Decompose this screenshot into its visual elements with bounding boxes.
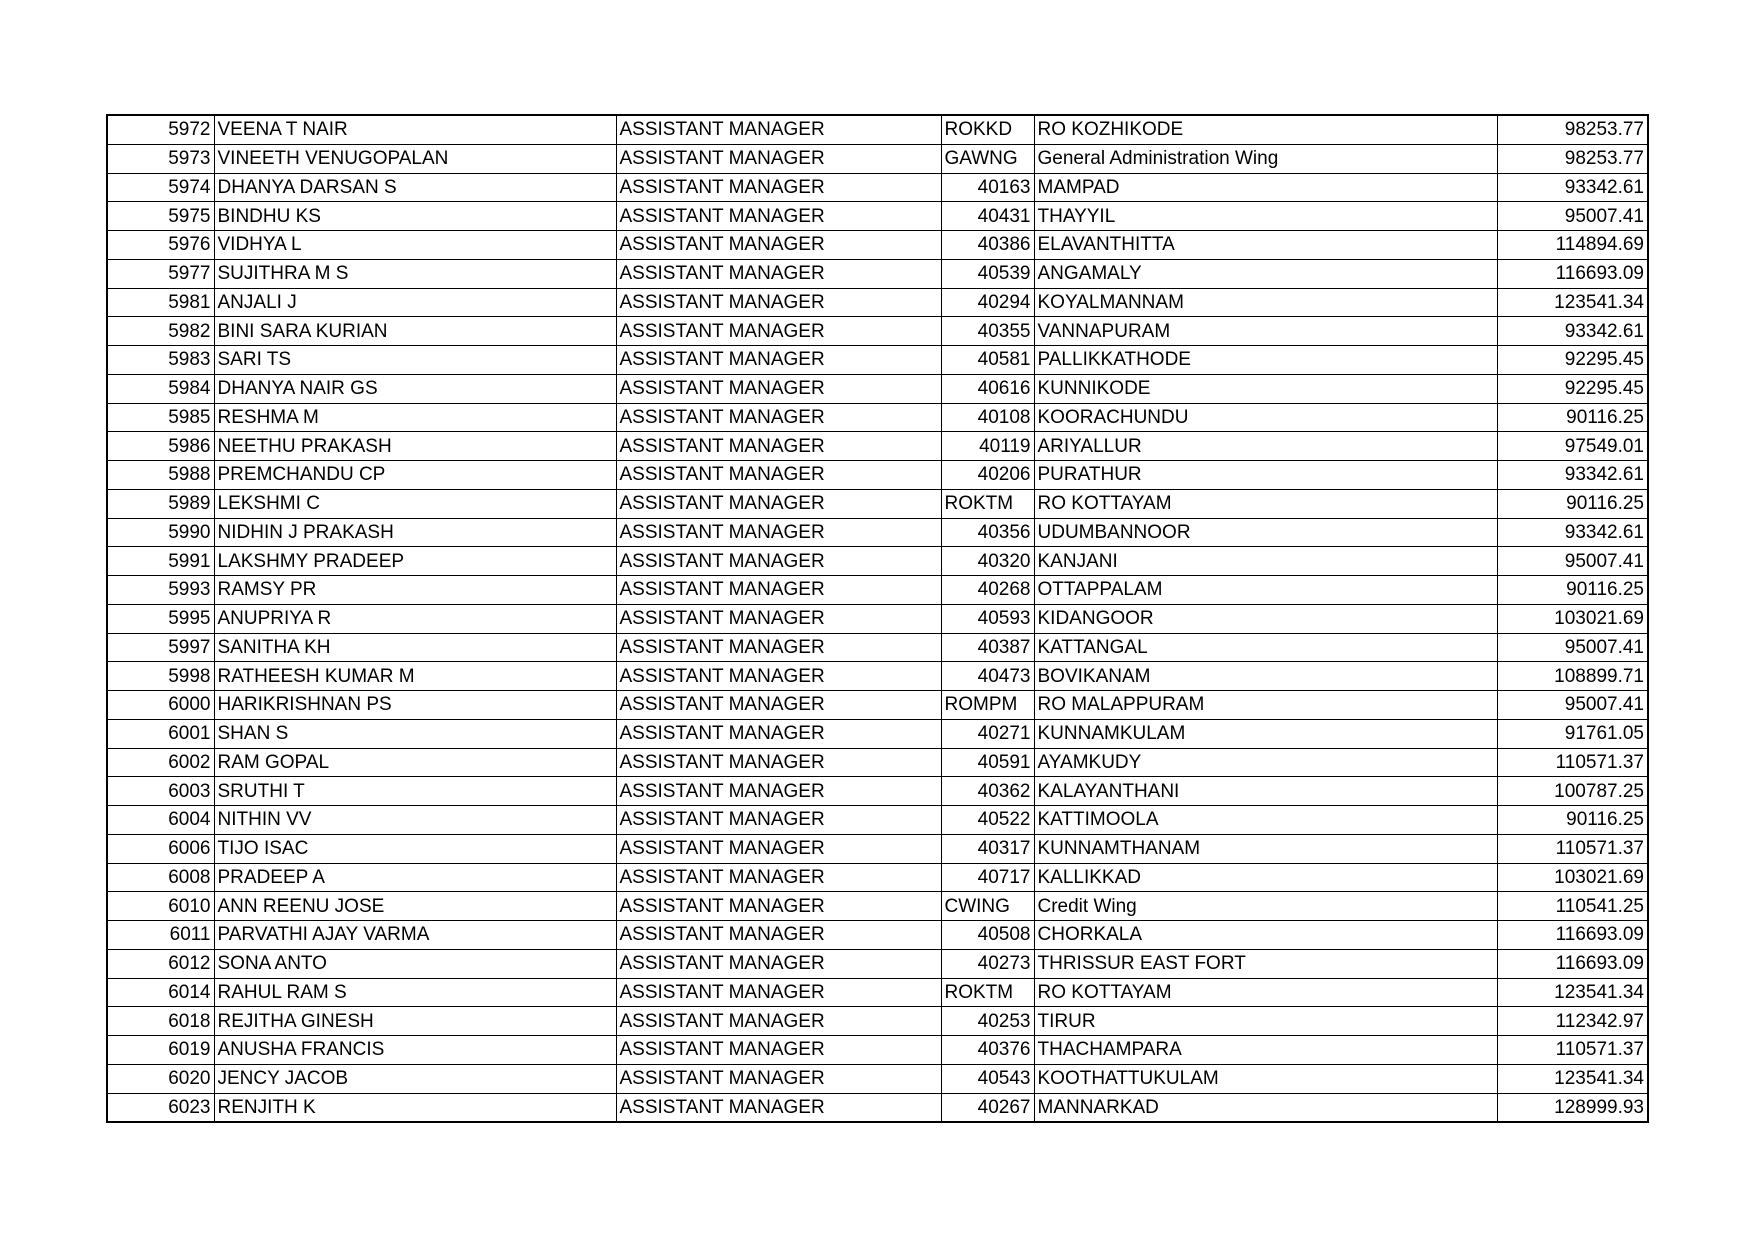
employee-id-cell: 5989 [107, 489, 214, 518]
employee-id-cell: 5997 [107, 633, 214, 662]
office-name-cell: KUNNAMTHANAM [1034, 834, 1497, 863]
table-row [107, 1036, 1648, 1065]
table-row [107, 231, 1648, 260]
office-name-cell: KOYALMANNAM [1034, 288, 1497, 317]
employee-id-cell: 5972 [107, 115, 214, 144]
designation-cell: ASSISTANT MANAGER [616, 691, 941, 720]
office-name-cell: THRISSUR EAST FORT [1034, 949, 1497, 978]
office-name-cell: KATTANGAL [1034, 633, 1497, 662]
amount-cell: 90116.25 [1497, 403, 1648, 432]
designation-cell: ASSISTANT MANAGER [616, 518, 941, 547]
employee-name-cell: ANN REENU JOSE [214, 892, 616, 921]
office-code-cell: 40267 [941, 1093, 1034, 1122]
table-row [107, 144, 1648, 173]
employee-name-cell: RAM GOPAL [214, 748, 616, 777]
table-row [107, 1007, 1648, 1036]
designation-cell: ASSISTANT MANAGER [616, 346, 941, 375]
table-row [107, 604, 1648, 633]
employee-name-cell: SHAN S [214, 719, 616, 748]
designation-cell: ASSISTANT MANAGER [616, 173, 941, 202]
employee-id-cell: 5977 [107, 259, 214, 288]
table-row [107, 949, 1648, 978]
employee-name-cell: ANJALI J [214, 288, 616, 317]
employee-id-cell: 5986 [107, 432, 214, 461]
office-code-cell: 40717 [941, 863, 1034, 892]
office-name-cell: BOVIKANAM [1034, 662, 1497, 691]
office-code-cell: 40273 [941, 949, 1034, 978]
amount-cell: 95007.41 [1497, 202, 1648, 231]
office-code-cell: 40108 [941, 403, 1034, 432]
employee-name-cell: SUJITHRA M S [214, 259, 616, 288]
amount-cell: 103021.69 [1497, 863, 1648, 892]
employee-id-cell: 5991 [107, 547, 214, 576]
designation-cell: ASSISTANT MANAGER [616, 978, 941, 1007]
designation-cell: ASSISTANT MANAGER [616, 317, 941, 346]
employee-name-cell: SANITHA KH [214, 633, 616, 662]
amount-cell: 90116.25 [1497, 806, 1648, 835]
employee-id-cell: 5981 [107, 288, 214, 317]
employee-name-cell: RATHEESH KUMAR M [214, 662, 616, 691]
employee-id-cell: 6003 [107, 777, 214, 806]
office-code-cell: 40616 [941, 374, 1034, 403]
amount-cell: 110541.25 [1497, 892, 1648, 921]
employee-id-cell: 6019 [107, 1036, 214, 1065]
employee-id-cell: 5998 [107, 662, 214, 691]
table-row [107, 921, 1648, 950]
table-row [107, 633, 1648, 662]
amount-cell: 93342.61 [1497, 461, 1648, 490]
designation-cell: ASSISTANT MANAGER [616, 806, 941, 835]
amount-cell: 93342.61 [1497, 518, 1648, 547]
office-code-cell: 40355 [941, 317, 1034, 346]
amount-cell: 100787.25 [1497, 777, 1648, 806]
employee-id-cell: 5988 [107, 461, 214, 490]
table-row [107, 173, 1648, 202]
employee-name-cell: VEENA T NAIR [214, 115, 616, 144]
designation-cell: ASSISTANT MANAGER [616, 259, 941, 288]
office-code-cell: 40386 [941, 231, 1034, 260]
employee-name-cell: LAKSHMY PRADEEP [214, 547, 616, 576]
office-name-cell: TIRUR [1034, 1007, 1497, 1036]
amount-cell: 98253.77 [1497, 144, 1648, 173]
employee-id-cell: 5985 [107, 403, 214, 432]
amount-cell: 128999.93 [1497, 1093, 1648, 1122]
employee-id-cell: 5984 [107, 374, 214, 403]
employee-id-cell: 6010 [107, 892, 214, 921]
employee-name-cell: VIDHYA L [214, 231, 616, 260]
amount-cell: 123541.34 [1497, 1064, 1648, 1093]
amount-cell: 123541.34 [1497, 288, 1648, 317]
table-row [107, 403, 1648, 432]
table-row [107, 374, 1648, 403]
employee-table-body [107, 115, 1648, 1122]
office-name-cell: KUNNAMKULAM [1034, 719, 1497, 748]
designation-cell: ASSISTANT MANAGER [616, 777, 941, 806]
office-code-cell: 40376 [941, 1036, 1034, 1065]
office-name-cell: OTTAPPALAM [1034, 576, 1497, 605]
table-row [107, 1064, 1648, 1093]
employee-id-cell: 5995 [107, 604, 214, 633]
table-row [107, 748, 1648, 777]
employee-id-cell: 6011 [107, 921, 214, 950]
designation-cell: ASSISTANT MANAGER [616, 288, 941, 317]
designation-cell: ASSISTANT MANAGER [616, 921, 941, 950]
designation-cell: ASSISTANT MANAGER [616, 1007, 941, 1036]
amount-cell: 95007.41 [1497, 633, 1648, 662]
designation-cell: ASSISTANT MANAGER [616, 144, 941, 173]
employee-id-cell: 5982 [107, 317, 214, 346]
office-name-cell: KANJANI [1034, 547, 1497, 576]
designation-cell: ASSISTANT MANAGER [616, 547, 941, 576]
office-code-cell: 40539 [941, 259, 1034, 288]
table-row [107, 834, 1648, 863]
table-row [107, 662, 1648, 691]
office-code-cell: 40473 [941, 662, 1034, 691]
office-code-cell: 40522 [941, 806, 1034, 835]
office-code-cell: 40271 [941, 719, 1034, 748]
office-name-cell: RO KOTTAYAM [1034, 978, 1497, 1007]
employee-name-cell: RENJITH K [214, 1093, 616, 1122]
office-code-cell: 40163 [941, 173, 1034, 202]
office-code-cell: 40320 [941, 547, 1034, 576]
office-code-cell: 40387 [941, 633, 1034, 662]
employee-name-cell: PARVATHI AJAY VARMA [214, 921, 616, 950]
employee-name-cell: ANUSHA FRANCIS [214, 1036, 616, 1065]
office-name-cell: MANNARKAD [1034, 1093, 1497, 1122]
table-row [107, 288, 1648, 317]
designation-cell: ASSISTANT MANAGER [616, 719, 941, 748]
employee-name-cell: BINDHU KS [214, 202, 616, 231]
office-name-cell: UDUMBANNOOR [1034, 518, 1497, 547]
table-row [107, 691, 1648, 720]
designation-cell: ASSISTANT MANAGER [616, 834, 941, 863]
employee-name-cell: NITHIN VV [214, 806, 616, 835]
employee-name-cell: JENCY JACOB [214, 1064, 616, 1093]
employee-name-cell: NIDHIN J PRAKASH [214, 518, 616, 547]
office-name-cell: RO MALAPPURAM [1034, 691, 1497, 720]
employee-id-cell: 6014 [107, 978, 214, 1007]
employee-name-cell: SONA ANTO [214, 949, 616, 978]
employee-name-cell: VINEETH VENUGOPALAN [214, 144, 616, 173]
employee-name-cell: DHANYA NAIR GS [214, 374, 616, 403]
designation-cell: ASSISTANT MANAGER [616, 461, 941, 490]
amount-cell: 93342.61 [1497, 317, 1648, 346]
office-code-cell: 40591 [941, 748, 1034, 777]
employee-id-cell: 6012 [107, 949, 214, 978]
designation-cell: ASSISTANT MANAGER [616, 949, 941, 978]
table-row [107, 259, 1648, 288]
amount-cell: 112342.97 [1497, 1007, 1648, 1036]
office-code-cell: 40119 [941, 432, 1034, 461]
table-row [107, 518, 1648, 547]
amount-cell: 92295.45 [1497, 346, 1648, 375]
designation-cell: ASSISTANT MANAGER [616, 115, 941, 144]
employee-id-cell: 6008 [107, 863, 214, 892]
employee-id-cell: 6000 [107, 691, 214, 720]
amount-cell: 123541.34 [1497, 978, 1648, 1007]
office-code-cell: ROKTM [941, 489, 1034, 518]
amount-cell: 114894.69 [1497, 231, 1648, 260]
office-name-cell: ARIYALLUR [1034, 432, 1497, 461]
office-name-cell: RO KOTTAYAM [1034, 489, 1497, 518]
designation-cell: ASSISTANT MANAGER [616, 892, 941, 921]
amount-cell: 97549.01 [1497, 432, 1648, 461]
office-code-cell: 40543 [941, 1064, 1034, 1093]
employee-name-cell: LEKSHMI C [214, 489, 616, 518]
table-row [107, 489, 1648, 518]
employee-id-cell: 6020 [107, 1064, 214, 1093]
employee-id-cell: 5976 [107, 231, 214, 260]
amount-cell: 98253.77 [1497, 115, 1648, 144]
employee-name-cell: RAMSY PR [214, 576, 616, 605]
employee-name-cell: RAHUL RAM S [214, 978, 616, 1007]
employee-name-cell: BINI SARA KURIAN [214, 317, 616, 346]
office-code-cell: ROKKD [941, 115, 1034, 144]
amount-cell: 116693.09 [1497, 921, 1648, 950]
amount-cell: 92295.45 [1497, 374, 1648, 403]
office-name-cell: THAYYIL [1034, 202, 1497, 231]
office-name-cell: General Administration Wing [1034, 144, 1497, 173]
table-row [107, 719, 1648, 748]
office-name-cell: AYAMKUDY [1034, 748, 1497, 777]
office-code-cell: 40356 [941, 518, 1034, 547]
office-name-cell: MAMPAD [1034, 173, 1497, 202]
employee-id-cell: 5974 [107, 173, 214, 202]
office-code-cell: ROKTM [941, 978, 1034, 1007]
office-name-cell: KATTIMOOLA [1034, 806, 1497, 835]
office-code-cell: 40362 [941, 777, 1034, 806]
designation-cell: ASSISTANT MANAGER [616, 1093, 941, 1122]
employee-id-cell: 6023 [107, 1093, 214, 1122]
designation-cell: ASSISTANT MANAGER [616, 202, 941, 231]
office-code-cell: 40253 [941, 1007, 1034, 1036]
employee-id-cell: 5990 [107, 518, 214, 547]
amount-cell: 116693.09 [1497, 949, 1648, 978]
office-code-cell: 40593 [941, 604, 1034, 633]
employee-id-cell: 6002 [107, 748, 214, 777]
office-name-cell: VANNAPURAM [1034, 317, 1497, 346]
amount-cell: 91761.05 [1497, 719, 1648, 748]
amount-cell: 90116.25 [1497, 489, 1648, 518]
amount-cell: 116693.09 [1497, 259, 1648, 288]
table-row [107, 547, 1648, 576]
employee-name-cell: DHANYA DARSAN S [214, 173, 616, 202]
office-name-cell: KALLIKKAD [1034, 863, 1497, 892]
employee-name-cell: PRADEEP A [214, 863, 616, 892]
table-row [107, 777, 1648, 806]
employee-id-cell: 5983 [107, 346, 214, 375]
employee-name-cell: HARIKRISHNAN PS [214, 691, 616, 720]
table-row [107, 576, 1648, 605]
employee-name-cell: PREMCHANDU CP [214, 461, 616, 490]
table-row [107, 806, 1648, 835]
employee-name-cell: SARI TS [214, 346, 616, 375]
designation-cell: ASSISTANT MANAGER [616, 231, 941, 260]
office-code-cell: 40431 [941, 202, 1034, 231]
amount-cell: 110571.37 [1497, 748, 1648, 777]
employee-id-cell: 6018 [107, 1007, 214, 1036]
designation-cell: ASSISTANT MANAGER [616, 403, 941, 432]
employee-name-cell: NEETHU PRAKASH [214, 432, 616, 461]
office-name-cell: KOORACHUNDU [1034, 403, 1497, 432]
table-row [107, 202, 1648, 231]
table-row [107, 863, 1648, 892]
employee-name-cell: REJITHA GINESH [214, 1007, 616, 1036]
office-name-cell: KUNNIKODE [1034, 374, 1497, 403]
office-code-cell: GAWNG [941, 144, 1034, 173]
office-code-cell: 40294 [941, 288, 1034, 317]
designation-cell: ASSISTANT MANAGER [616, 1064, 941, 1093]
office-code-cell: 40206 [941, 461, 1034, 490]
office-name-cell: PALLIKKATHODE [1034, 346, 1497, 375]
amount-cell: 103021.69 [1497, 604, 1648, 633]
designation-cell: ASSISTANT MANAGER [616, 662, 941, 691]
amount-cell: 110571.37 [1497, 834, 1648, 863]
table-row [107, 978, 1648, 1007]
designation-cell: ASSISTANT MANAGER [616, 1036, 941, 1065]
employee-id-cell: 5975 [107, 202, 214, 231]
office-code-cell: CWING [941, 892, 1034, 921]
employee-id-cell: 6004 [107, 806, 214, 835]
office-name-cell: RO KOZHIKODE [1034, 115, 1497, 144]
employee-name-cell: RESHMA M [214, 403, 616, 432]
employee-name-cell: TIJO ISAC [214, 834, 616, 863]
amount-cell: 108899.71 [1497, 662, 1648, 691]
office-name-cell: PURATHUR [1034, 461, 1497, 490]
designation-cell: ASSISTANT MANAGER [616, 432, 941, 461]
office-code-cell: 40508 [941, 921, 1034, 950]
employee-name-cell: SRUTHI T [214, 777, 616, 806]
employee-id-cell: 5973 [107, 144, 214, 173]
designation-cell: ASSISTANT MANAGER [616, 576, 941, 605]
designation-cell: ASSISTANT MANAGER [616, 863, 941, 892]
table-row [107, 115, 1648, 144]
table-row [107, 1093, 1648, 1122]
employee-id-cell: 5993 [107, 576, 214, 605]
office-name-cell: Credit Wing [1034, 892, 1497, 921]
designation-cell: ASSISTANT MANAGER [616, 489, 941, 518]
office-name-cell: THACHAMPARA [1034, 1036, 1497, 1065]
employee-id-cell: 6006 [107, 834, 214, 863]
office-name-cell: KOOTHATTUKULAM [1034, 1064, 1497, 1093]
designation-cell: ASSISTANT MANAGER [616, 633, 941, 662]
office-name-cell: CHORKALA [1034, 921, 1497, 950]
employee-table [106, 114, 1649, 1123]
amount-cell: 95007.41 [1497, 547, 1648, 576]
office-name-cell: KALAYANTHANI [1034, 777, 1497, 806]
table-row [107, 432, 1648, 461]
employee-id-cell: 6001 [107, 719, 214, 748]
office-code-cell: 40581 [941, 346, 1034, 375]
amount-cell: 110571.37 [1497, 1036, 1648, 1065]
amount-cell: 95007.41 [1497, 691, 1648, 720]
table-row [107, 461, 1648, 490]
amount-cell: 90116.25 [1497, 576, 1648, 605]
amount-cell: 93342.61 [1497, 173, 1648, 202]
office-code-cell: 40268 [941, 576, 1034, 605]
table-row [107, 317, 1648, 346]
designation-cell: ASSISTANT MANAGER [616, 374, 941, 403]
table-row [107, 346, 1648, 375]
office-name-cell: KIDANGOOR [1034, 604, 1497, 633]
employee-name-cell: ANUPRIYA R [214, 604, 616, 633]
office-code-cell: 40317 [941, 834, 1034, 863]
office-name-cell: ELAVANTHITTA [1034, 231, 1497, 260]
table-row [107, 892, 1648, 921]
office-code-cell: ROMPM [941, 691, 1034, 720]
office-name-cell: ANGAMALY [1034, 259, 1497, 288]
designation-cell: ASSISTANT MANAGER [616, 748, 941, 777]
designation-cell: ASSISTANT MANAGER [616, 604, 941, 633]
